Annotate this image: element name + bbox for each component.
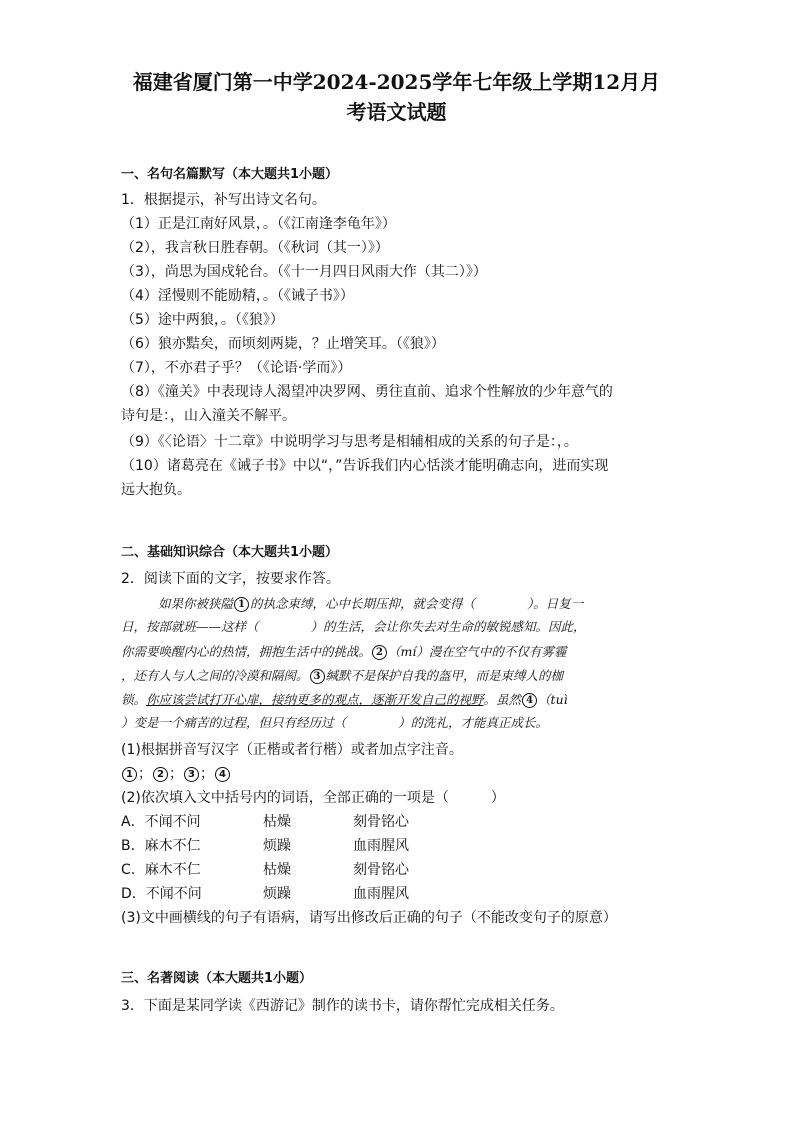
underlined-sentence: 你应该尝试打开心扉，接纳更多的观点，逐渐开发自己的视野 (146, 692, 484, 707)
circled-number-2: 2 (372, 645, 387, 660)
q1-item-8-cont: 诗句是：，山入潼关不解平。 (121, 408, 296, 424)
q2-intro: 2．阅读下面的文字，按要求作答。 (121, 571, 340, 587)
option-word: 烦躁 (263, 886, 291, 902)
q2-sub1-answer-slots (121, 767, 231, 782)
passage-text: ）的生活，会让你失去对生命的敏锐感知。因此， (310, 619, 586, 634)
passage-text: ）。日复一 (527, 596, 584, 611)
option-label: C．麻木不仁 (121, 862, 201, 878)
passage-text: （tuì (538, 692, 568, 707)
q1-item-7: （7），不亦君子乎？（《论语·学而》） (121, 360, 352, 376)
separator: ； (169, 766, 183, 782)
separator: ； (200, 766, 214, 782)
passage-line-6 (121, 717, 681, 730)
circled-number-3: 3 (310, 669, 325, 684)
option-word: 烦躁 (263, 838, 291, 854)
passage-line-2 (121, 621, 681, 634)
passage-text: 你需要唤醒内心的热情，拥抱生活中的挑战。 (121, 644, 372, 659)
circled-number-2: 2 (153, 767, 168, 782)
passage-text: 日，按部就班——这样（ (121, 619, 259, 634)
option-label: B．麻木不仁 (121, 838, 201, 854)
q3-intro: 3．下面是某同学读《西游记》制作的读书卡，请你帮忙完成相关任务。 (121, 998, 564, 1014)
passage-text: ，还有人与人之间的冷漠和隔阂。 (121, 668, 309, 683)
passage-text: 如果你被狭隘 (158, 596, 234, 611)
option-word: 血雨腥风 (353, 886, 409, 902)
q2-sub3: (3)文中画横线的句子有语病，请写出修改后正确的句子（不能改变句子的原意） (121, 910, 617, 926)
section3-header: 三、名著阅读（本大题共1小题） (121, 971, 313, 986)
q1-item-6: （6）狼亦黠矣，而顷刻两毙，？止增笑耳。（《狼》） (121, 336, 445, 352)
separator: ； (138, 766, 152, 782)
option-word: 枯燥 (263, 814, 291, 830)
passage-text: （mí）漫在空气中的不仅有雾霾 (388, 644, 567, 659)
q2-sub1: (1)根据拼音写汉字（正楷或者行楷）或者加点字注音。 (121, 742, 463, 758)
q1-item-8: （8）《潼关》中表现诗人渴望冲决罗网、勇往直前、追求个性解放的少年意气的 (121, 384, 613, 400)
passage-text: ）的洗礼，才能真正成长。 (398, 715, 549, 730)
circled-number-3: 3 (184, 767, 199, 782)
circled-number-1: 1 (234, 597, 249, 612)
option-label: A．不闻不问 (121, 814, 201, 830)
option-a (121, 815, 409, 829)
option-word: 刻骨铭心 (353, 814, 409, 830)
passage-text: 。虽然 (483, 692, 522, 707)
q1-item-1: （1）正是江南好风景，。（《江南逢李龟年》） (121, 216, 396, 232)
circled-number-1: 1 (122, 767, 137, 782)
q1-item-5: （5）途中两狼，。（《狼》） (121, 312, 284, 328)
section1-header: 一、名句名篇默写（本大题共1小题） (121, 167, 339, 182)
passage-text: 锁。 (121, 692, 147, 707)
option-b (121, 839, 409, 853)
circled-number-4: 4 (215, 767, 230, 782)
q1-item-4: （4）淫慢则不能励精，。（《诫子书》） (121, 288, 354, 304)
option-word: 刻骨铭心 (353, 862, 409, 878)
passage-text: 的执念束缚，心中长期压抑，就会变得（ (250, 596, 476, 611)
doc-title-line1: 福建省厦门第一中学2024-2025学年七年级上学期12月月 (132, 70, 661, 94)
q1-item-3: （3），尚思为国戍轮台。（《十一月四日风雨大作（其二）》） (121, 264, 487, 280)
passage-text: 缄默不是保护自我的盔甲，而是束缚人的枷 (325, 668, 564, 683)
passage-line-5 (121, 693, 681, 708)
q1-item-10-cont: 远大抱负。 (121, 482, 191, 498)
option-d (121, 887, 409, 901)
doc-title-line2: 考语文试题 (346, 100, 447, 124)
q2-sub2: (2)依次填入文中括号内的词语，全部正确的一项是（ ） (121, 790, 505, 806)
option-word: 血雨腥风 (353, 838, 409, 854)
circled-number-4: 4 (522, 693, 537, 708)
option-label: D．不闻不问 (121, 886, 202, 902)
passage-line-4 (121, 669, 681, 684)
option-c (121, 863, 409, 877)
q1-intro: 1．根据提示，补写出诗文名句。 (121, 192, 326, 208)
q1-item-2: （2），我言秋日胜春朝。（《秋词（其一）》） (121, 240, 389, 256)
passage-text: ）变是一个痛苦的过程，但只有经历过（ (121, 715, 347, 730)
option-word: 枯燥 (263, 862, 291, 878)
section2-header: 二、基础知识综合（本大题共1小题） (121, 545, 339, 560)
passage-line-3 (121, 645, 681, 660)
passage-line-1 (158, 597, 718, 612)
q1-item-9: （9）《〈论语〉十二章》中说明学习与思考是相辅相成的关系的句子是：，。 (121, 434, 578, 450)
q1-item-10: （10）诸葛亮在《诫子书》中以“，”告诉我们内心恬淡才能明确志向，进而实现 (121, 458, 609, 474)
